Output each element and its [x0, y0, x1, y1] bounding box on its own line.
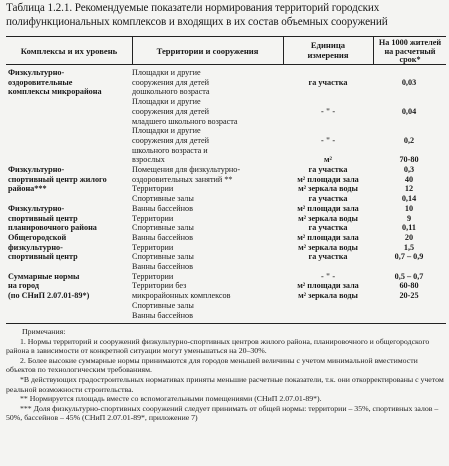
unit-cell: м² зеркала воды: [298, 213, 358, 223]
complex-level-cell: района***: [8, 184, 47, 194]
territory-cell: дошкольного возраста: [132, 87, 210, 97]
header-unit: Единица измерения: [307, 40, 349, 60]
complex-level-cell: оздоровительные: [8, 77, 73, 87]
complex-level-cell: Физкультурно-: [8, 165, 65, 174]
territory-cell: Спортивные залы: [132, 252, 194, 262]
territory-cell: школьного возраста и: [132, 145, 208, 155]
complex-level-cell: спортивный центр: [8, 213, 78, 223]
value-cell: 20-25: [399, 291, 419, 301]
note-1: 1. Нормы территорий и сооружений физкультурно-спортивных центров жилого района, планировочного и общегородского района в зависимости от конкретной ситуации могут уменьшаться на 20–30%.: [6, 336, 430, 356]
territory-cell: Площадки и другие: [132, 126, 201, 136]
complex-level-cell: Физкультурно-: [8, 68, 65, 77]
complex-level-cell: спортивный центр жилого: [8, 174, 107, 184]
complex-level-cell: на город: [8, 281, 40, 291]
territory-cell: сооружения для детей: [132, 135, 210, 145]
territory-cell: Спортивные залы: [132, 223, 194, 233]
value-cell: 10: [404, 203, 414, 213]
territory-cell: Ванны бассейнов: [132, 310, 193, 320]
note-3: *В действующих градостроительных нормативах приняты меньшие расчетные показатели, т.к. они откорректированы с учетом реальной возможности строительства.: [6, 374, 444, 394]
unit-cell: - " -: [320, 135, 336, 145]
unit-cell: м²: [323, 155, 333, 165]
value-cell: 0,3: [403, 165, 415, 174]
territory-cell: младшего школьного возраста: [132, 116, 238, 126]
header-per-1000: На 1000 жителей на расчетный срок*: [378, 38, 442, 65]
unit-cell: га участка: [308, 77, 348, 87]
header-divider: [283, 37, 284, 64]
value-cell: 70-80: [399, 155, 419, 165]
unit-cell: м² площади зала: [297, 174, 359, 184]
value-cell: 0,2: [403, 135, 415, 145]
territory-cell: Спортивные залы: [132, 300, 194, 310]
unit-cell: м² зеркала воды: [298, 291, 358, 301]
table-top-border: [6, 36, 446, 37]
territory-cell: Спортивные залы: [132, 194, 194, 204]
unit-cell: м² зеркала воды: [298, 184, 358, 194]
value-cell: 0,7 – 0,9: [394, 252, 424, 262]
territory-cell: сооружения для детей: [132, 106, 210, 116]
unit-cell: га участка: [308, 194, 348, 204]
territory-cell: Ванны бассейнов: [132, 262, 193, 271]
header-divider: [373, 37, 374, 64]
value-cell: 12: [404, 184, 414, 194]
unit-cell: га участка: [308, 165, 348, 174]
table-title: Таблица 1.2.1. Рекомендуемые показатели нормирования территорий городских полифункциональных комплексов и входящих в их состав объемных сооружений: [6, 2, 388, 28]
territory-cell: Территории: [132, 213, 174, 223]
value-cell: 9: [406, 213, 412, 223]
unit-cell: га участка: [308, 223, 348, 233]
value-cell: 0,11: [402, 223, 416, 233]
value-cell: 0,5 – 0,7: [394, 271, 424, 281]
value-cell: 60-80: [399, 281, 419, 291]
complex-level-cell: Физкультурно-: [8, 203, 65, 213]
notes-block: [6, 327, 446, 423]
note-5: *** Доля физкультурно-спортивных сооружений следует принимать от общей нормы: территории – 35%, спортивных залов – 50%, бассейнов – 45% (СНиП 2.07.01-89*, приложение 7): [6, 403, 439, 423]
unit-cell: м² площади зала: [297, 232, 359, 242]
territory-cell: Территории: [132, 271, 174, 281]
value-cell: 20: [404, 232, 414, 242]
notes-heading: Примечания:: [22, 327, 66, 336]
complex-level-cell: планировочного района: [8, 223, 97, 233]
territory-cell: Ванны бассейнов: [132, 232, 193, 242]
unit-cell: м² площади зала: [297, 203, 359, 213]
territory-cell: Территории: [132, 242, 174, 252]
value-cell: 1,5: [403, 242, 415, 252]
territory-cell: Территории без: [132, 281, 187, 291]
territory-cell: микрорайонных комплексов: [132, 291, 231, 301]
complex-level-cell: комплексы микрорайона: [8, 87, 102, 97]
unit-cell: - " -: [320, 271, 336, 281]
territory-cell: Площадки и другие: [132, 68, 201, 77]
unit-cell: га участка: [308, 252, 348, 262]
territory-cell: Территории: [132, 184, 174, 194]
territory-cell: Ванны бассейнов: [132, 203, 193, 213]
complex-level-cell: Общегородской: [8, 232, 67, 242]
territory-cell: сооружения для детей: [132, 77, 210, 87]
header-complexes: Комплексы и их уровень: [20, 46, 118, 56]
complex-level-cell: (по СНиП 2.07.01-89*): [8, 291, 90, 301]
note-2: 2. Более высокие суммарные нормы принимаются для городов меньшей величины с учетом минимальной вместимости объектов по технологическим требованиям.: [6, 355, 418, 375]
unit-cell: м² площади зала: [297, 281, 359, 291]
note-4: ** Нормируется площадь вместе со вспомогательными помещениями (СНиП 2.07.01-89*).: [20, 394, 322, 404]
unit-cell: м² зеркала воды: [298, 242, 358, 252]
territory-cell: Площадки и другие: [132, 97, 201, 107]
header-divider: [132, 37, 133, 64]
table-bottom-border: [6, 323, 446, 324]
complex-level-cell: Суммарные нормы: [8, 271, 80, 281]
territory-cell: взрослых: [132, 155, 165, 165]
complex-level-cell: спортивный центр: [8, 252, 78, 262]
unit-cell: - " -: [320, 106, 336, 116]
complex-level-cell: физкультурно-: [8, 242, 63, 252]
value-cell: 40: [404, 174, 414, 184]
value-cell: 0,14: [401, 194, 417, 204]
value-cell: 0,03: [401, 77, 417, 87]
value-cell: 0,04: [401, 106, 417, 116]
header-territories: Территории и сооружения: [156, 46, 259, 56]
territory-cell: Помещения для физкультурно-: [132, 165, 241, 174]
territory-cell: оздоровительных занятий **: [132, 174, 233, 184]
